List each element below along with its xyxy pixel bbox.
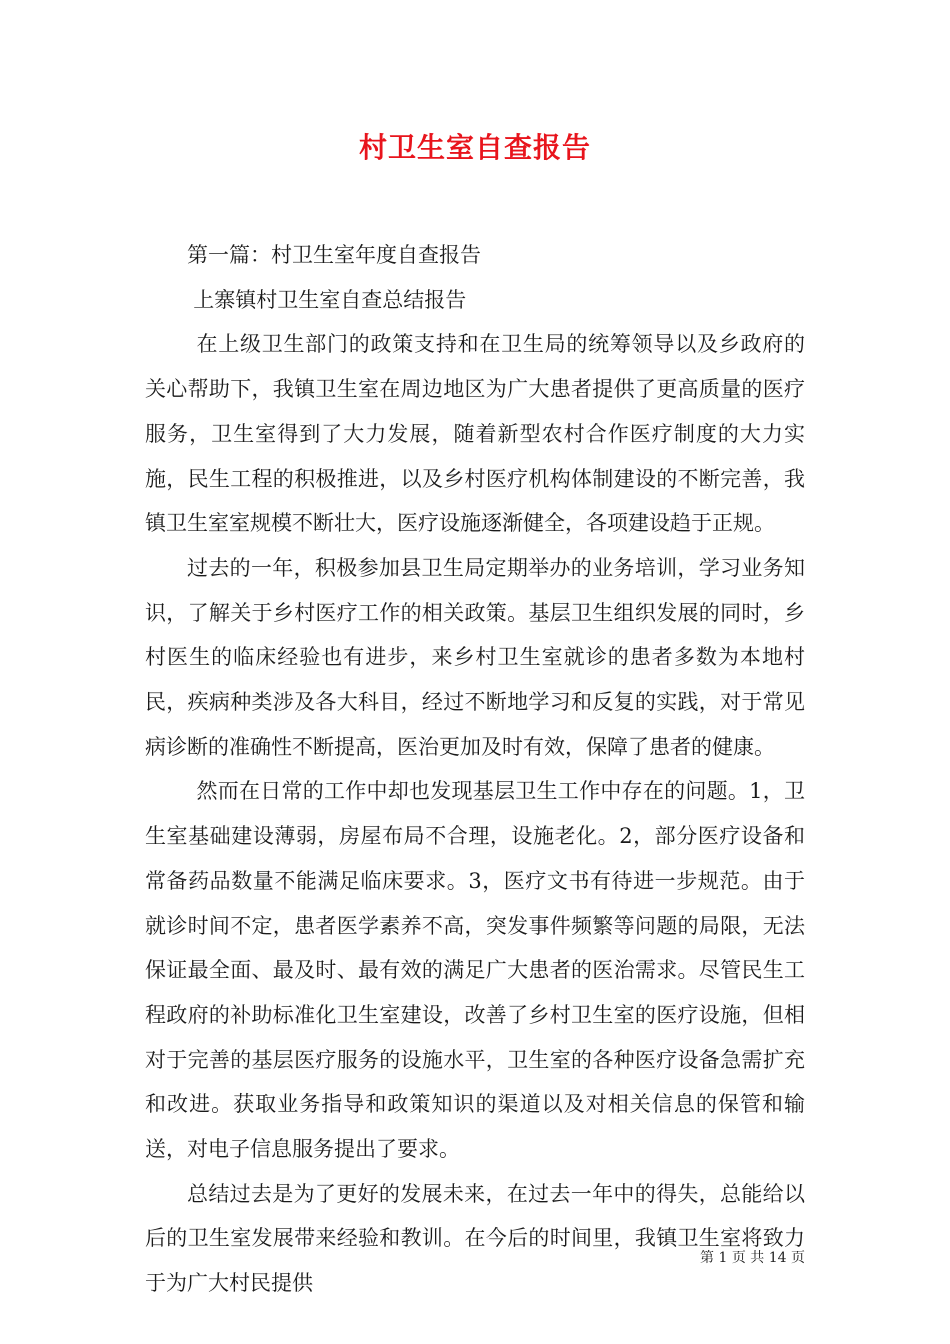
page-number: 第 1 页 共 14 页 bbox=[700, 1250, 805, 1266]
body-paragraph: 过去的一年，积极参加县卫生局定期举办的业务培训，学习业务知识，了解关于乡村医疗工作的相关政策。基层卫生组织发展的同时，乡村医生的临床经验也有进步，来乡村卫生室就诊的患者多数为本地村民，疾病种类涉及各大科目，经过不断地学习和反复的实践，对于常见病诊断的准确性不断提高，医治更加及时有效，保障了患者的健康。 bbox=[145, 555, 805, 759]
report-subtitle: 上寨镇村卫生室自查总结报告 bbox=[193, 287, 467, 312]
section-heading: 第一篇：村卫生室年度自查报告 bbox=[187, 243, 481, 267]
body-paragraph: 在上级卫生部门的政策支持和在卫生局的统筹领导以及乡政府的关心帮助下，我镇卫生室在周边地区为广大患者提供了更高质量的医疗服务，卫生室得到了大力发展，随着新型农村合作医疗制度的大力实施，民生工程的积极推进，以及乡村医疗机构体制建设的不断完善，我镇卫生室室规模不断壮大，医疗设施逐渐健全，各项建设趋于正规。 bbox=[145, 332, 805, 536]
document-body bbox=[145, 233, 805, 1306]
body-paragraph: 总结过去是为了更好的发展未来，在过去一年中的得失，总能给以后的卫生室发展带来经验和教训。在今后的时间里，我镇卫生室将致力于为广大村民提供 bbox=[145, 1181, 805, 1296]
document-title: 村卫生室自查报告 bbox=[358, 131, 591, 164]
body-paragraph: 然而在日常的工作中却也发现基层卫生工作中存在的问题。1，卫生室基础建设薄弱，房屋布局不合理，设施老化。2，部分医疗设备和常备药品数量不能满足临床要求。3，医疗文书有待进一步规范。由于就诊时间不定，患者医学素养不高，突发事件频繁等问题的局限，无法保证最全面、最及时、最有效的满足广大患者的医治需求。尽管民生工程政府的补助标准化卫生室建设，改善了乡村卫生室的医疗设施，但相对于完善的基层医疗服务的设施水平，卫生室的各种医疗设备急需扩充和改进。获取业务指导和政策知识的渠道以及对相关信息的保管和输送，对电子信息服务提出了要求。 bbox=[145, 779, 805, 1162]
